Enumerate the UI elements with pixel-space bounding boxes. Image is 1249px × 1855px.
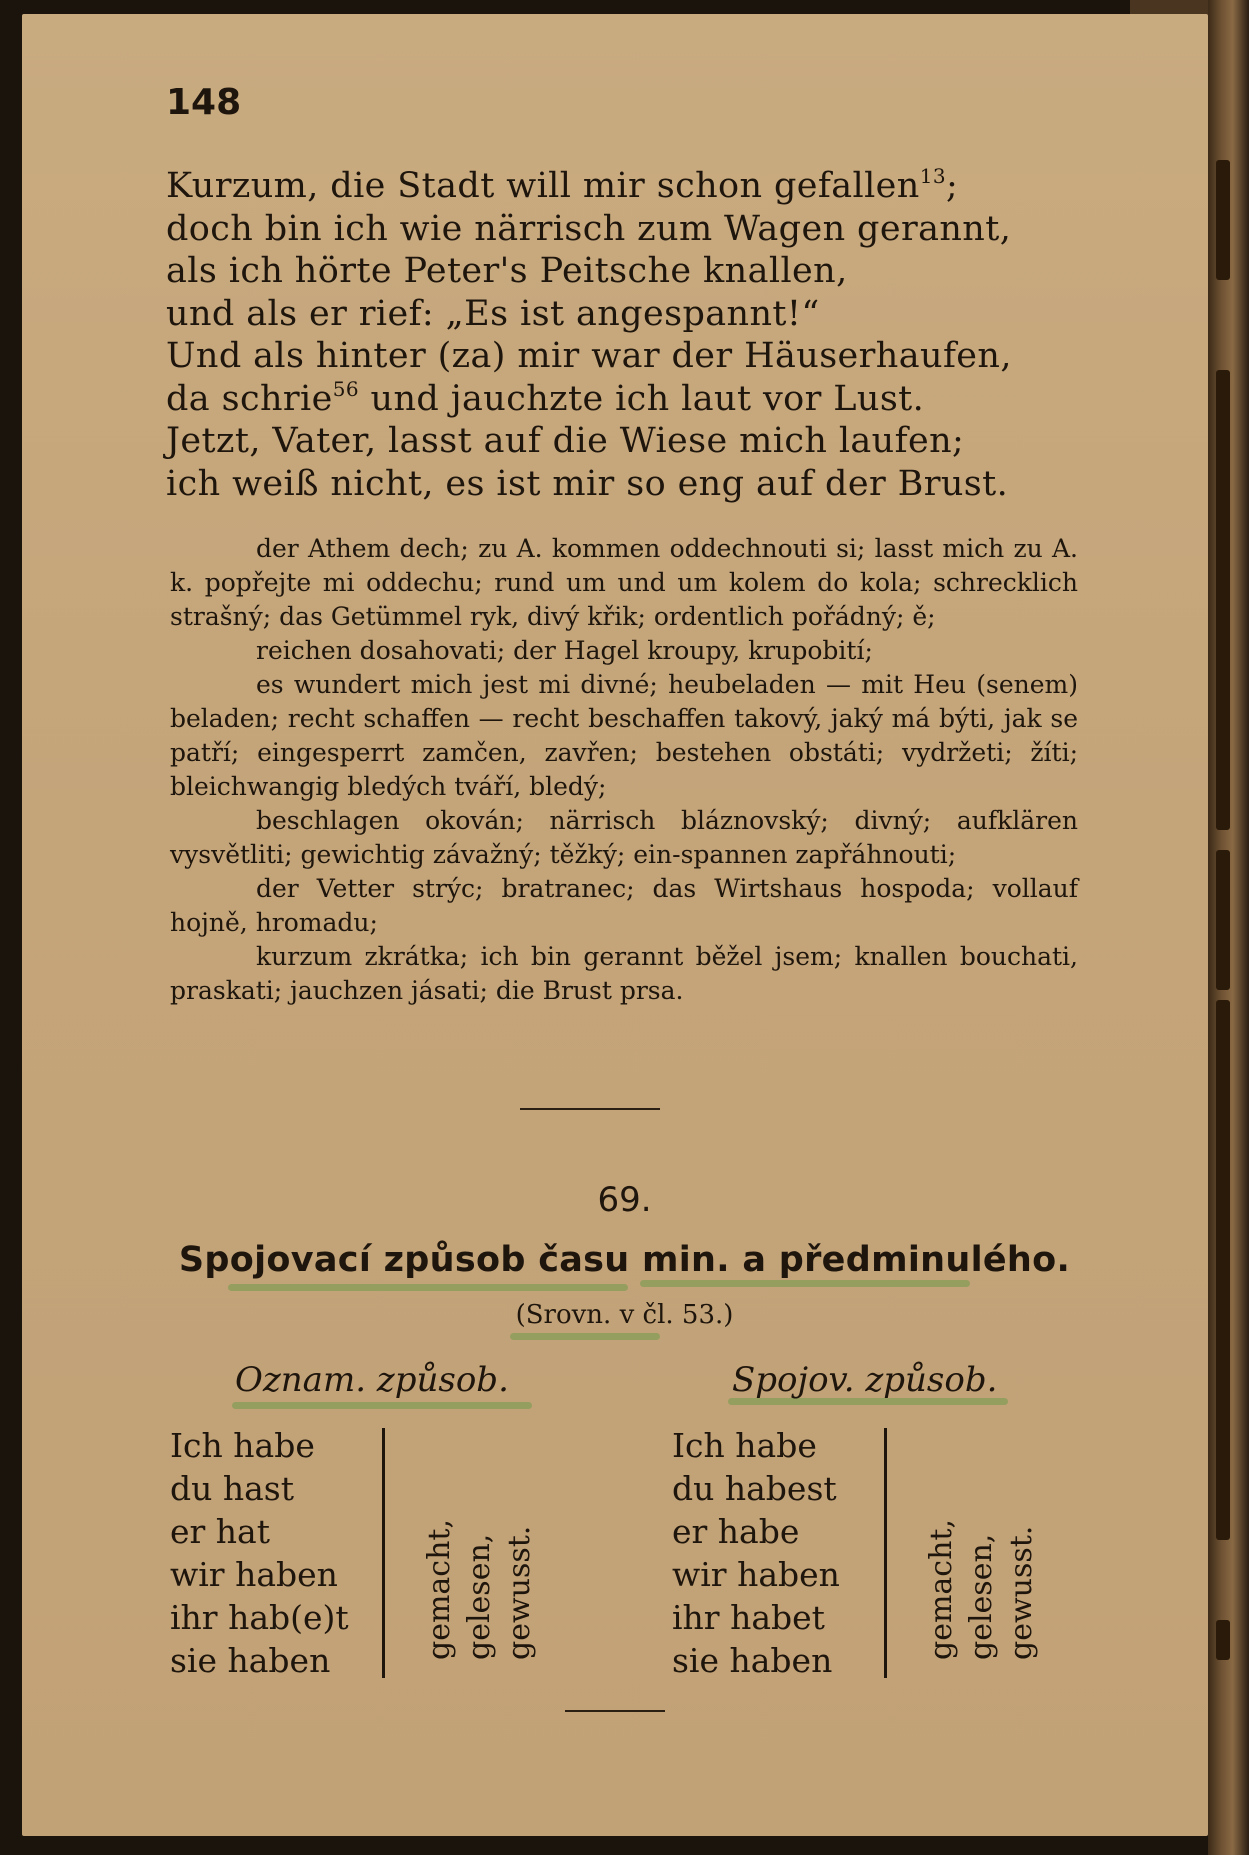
poem-line	[166, 208, 1012, 251]
poem-line-text: da schrie	[166, 378, 333, 419]
green-highlight	[232, 1402, 532, 1409]
poem-line-continuation: ;	[946, 166, 959, 206]
participle: gemacht,	[422, 1518, 457, 1660]
vocabulary-paragraph: beschlagen okován; närrisch bláznovský; divný; aufklären vysvětliti; gewichtig závažný; těžký; ein-spannen zapřáhnouti;	[170, 806, 1078, 869]
poem-line-text: ich weiß nicht, es ist mir so eng auf der Brust.	[166, 463, 1009, 504]
poem-line-text: als ich hörte Peter's Peitsche knallen,	[166, 251, 848, 291]
poem-line-text: Jetzt, Vater, lasst auf die Wiese mich laufen;	[166, 421, 965, 461]
poem-line-text: doch bin ich wie närrisch zum Wagen gerannt,	[166, 208, 1012, 249]
edge-mark	[1216, 160, 1230, 280]
poem-line-text: und als er rief: „Es ist angespannt!“	[166, 293, 820, 334]
section-title: Spojovací způsob času min. a předminulého.	[178, 1240, 1071, 1280]
section-number: 69.	[597, 1180, 652, 1220]
conjugation-row: ihr habet	[672, 1598, 825, 1637]
green-highlight	[640, 1280, 970, 1287]
green-highlight	[228, 1284, 628, 1291]
section-divider	[520, 1108, 660, 1110]
conjugation-row: er habe	[672, 1512, 800, 1551]
conjugation-row: sie haben	[672, 1641, 833, 1680]
participle: gewusst.	[502, 1525, 537, 1660]
left-brace	[382, 1428, 385, 1678]
conjugation-row: ihr hab(e)t	[170, 1598, 349, 1637]
conjugation-row: er hat	[170, 1512, 270, 1551]
participle: gelesen,	[462, 1533, 497, 1660]
poem-line	[166, 463, 1009, 506]
footnote-marker: 56	[332, 376, 359, 401]
vocabulary-paragraph: der Vetter strýc; bratranec; das Wirtshaus hospoda; vollauf hojně, hromadu;	[170, 874, 1078, 937]
poem-line-continuation: und jauchzte ich laut vor Lust.	[359, 378, 925, 419]
vocabulary-paragraph: es wundert mich jest mi divné; heubeladen — mit Heu (senem) beladen; recht schaffen — recht beschaffen takový, jaký má býti, jak se patří; eingesperrt zamčen, zavřen; bestehen obstáti; vydržeti; žíti; bleichwangig bledých tváří, bledý;	[170, 670, 1078, 801]
vocabulary-paragraph: der Athem dech; zu A. kommen oddechnouti si; lasst mich zu A. k. popřejte mi oddechu; rund um und um kolem do kola; schrecklich strašný; das Getümmel ryk, divý křik; ordentlich pořádný; ě;	[170, 534, 1078, 631]
right-brace	[884, 1428, 887, 1678]
left-participles	[420, 1470, 570, 1660]
conjugation-row: Ich habe	[170, 1426, 315, 1465]
vocabulary-paragraph: kurzum zkrátka; ich bin gerannt běžel jsem; knallen bouchati, praskati; jauchzen jásati; die Brust prsa.	[170, 942, 1078, 1005]
conjugation-row: du habest	[672, 1469, 837, 1508]
poem-line-text: Kurzum, die Stadt will mir schon gefallen	[166, 166, 920, 206]
poem-line-text: Und als hinter (za) mir war der Häuserhaufen,	[166, 336, 1012, 376]
poem-line	[166, 164, 959, 208]
right-column-heading: Spojov. způsob.	[732, 1360, 998, 1400]
participle: gewusst.	[1004, 1525, 1039, 1660]
edge-mark	[1216, 370, 1230, 830]
left-column-heading: Oznam. způsob.	[235, 1360, 509, 1400]
poem-line	[166, 250, 956, 293]
poem-line	[166, 293, 956, 336]
edge-mark	[1216, 1620, 1230, 1660]
book-edge	[1208, 0, 1249, 1855]
participle: gelesen,	[964, 1533, 999, 1660]
bottom-divider	[565, 1710, 665, 1712]
participle: gemacht,	[924, 1518, 959, 1660]
indicative-conjugation	[170, 1424, 349, 1682]
vocabulary-notes	[170, 532, 1078, 1008]
conjugation-row: wir haben	[170, 1555, 338, 1594]
footnote-marker: 13	[919, 164, 946, 188]
poem-line	[166, 335, 1012, 378]
conjugation-row: sie haben	[170, 1641, 331, 1680]
edge-mark	[1216, 850, 1230, 990]
poem-line	[166, 378, 956, 421]
conjugation-row: du hast	[170, 1469, 294, 1508]
page-number: 148	[166, 82, 242, 123]
conjugation-row: Ich habe	[672, 1426, 817, 1465]
green-highlight	[510, 1333, 660, 1340]
poem-line	[166, 420, 965, 463]
right-participles	[922, 1470, 1072, 1660]
section-reference: (Srovn. v čl. 53.)	[515, 1300, 734, 1330]
vocabulary-paragraph: reichen dosahovati; der Hagel kroupy, krupobití;	[256, 636, 873, 665]
poem	[166, 164, 1012, 505]
conjugation-row: wir haben	[672, 1555, 840, 1594]
subjunctive-conjugation	[672, 1424, 840, 1682]
